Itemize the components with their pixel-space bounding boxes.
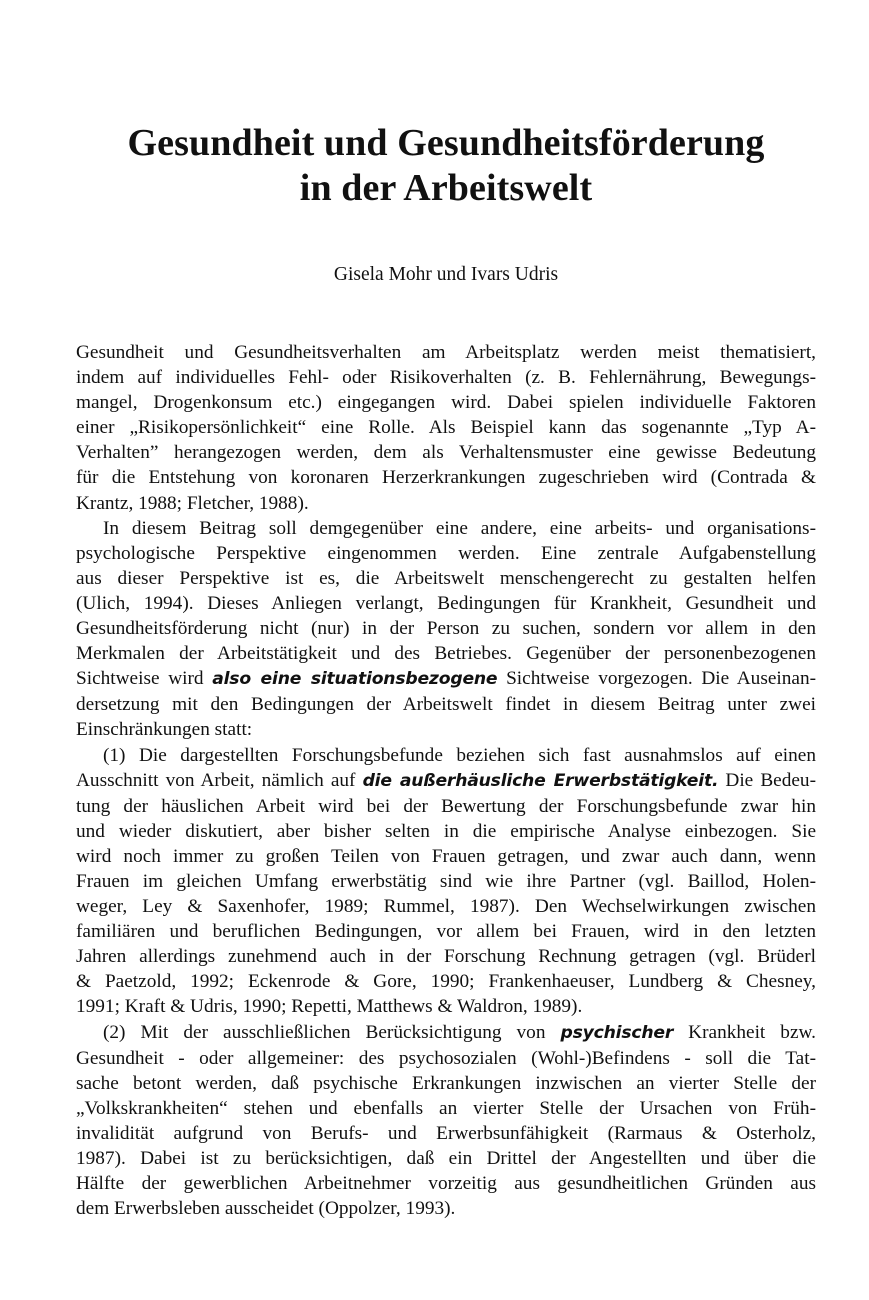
text-line: Gesundheit und Gesundheitsverhalten am Arbeitsplatz werden meist thematisiert, [76,342,816,363]
text-line: sache betont werden, daß psychische Erkrankungen inzwischen an vierter Stelle der [76,1072,816,1094]
text-line: familiären und beruflichen Bedingungen, vor allem bei Frauen, wird in den letzten [76,921,816,943]
text-line: tung der häuslichen Arbeit wird bei der Bewertung der Forschungsbefunde zwar hin [76,795,816,817]
text-line: aus dieser Perspektive ist es, die Arbeitswelt menschengerecht zu gestalten helfen [76,567,816,589]
title-line-2: in der Arbeitswelt [299,167,593,209]
text-line: 1991; Kraft & Udris, 1990; Repetti, Matthews & Waldron, 1989). [76,996,583,1018]
article-body [76,340,816,1221]
paragraph-1 [76,340,816,516]
emphasized-text: psychischer [560,1022,674,1043]
text-line: Einschränkungen statt: [76,719,253,741]
text-line: Hälfte der gewerblichen Arbeitnehmer vorzeitig aus gesundheitlichen Gründen aus [76,1173,816,1195]
emphasized-text: die außerhäusliche Erwerbstätigkeit. [362,770,719,791]
text-line: & Paetzold, 1992; Eckenrode & Gore, 1990; Frankenhaeuser, Lundberg & Chesney, [76,971,816,993]
text-line: (Ulich, 1994). Dieses Anliegen verlangt, Bedingungen für Krankheit, Gesundheit und [76,592,816,614]
text-line: Gesundheitsförderung nicht (nur) in der Person zu suchen, sondern vor allem in den [76,618,816,640]
text-line: psychologische Perspektive eingenommen werden. Eine zentrale Aufgabenstellung [76,542,816,564]
text-line: indem auf individuelles Fehl- oder Risikoverhalten (z. B. Fehlernährung, Bewegungs- [76,367,816,389]
text-segment: Sichtweise vorgezogen. Die Auseinan- [497,668,817,690]
text-line: Merkmalen der Arbeitstätigkeit und des Betriebes. Gegenüber der personenbezogenen [76,643,816,665]
text-line [76,1020,816,1046]
text-line: invalidität aufgrund von Berufs- und Erwerbsunfähigkeit (Rarmaus & Osterholz, [76,1122,816,1144]
paragraph-4 [76,1020,816,1222]
text-line: weger, Ley & Saxenhofer, 1989; Rummel, 1987). Den Wechselwirkungen zwischen [76,896,816,918]
emphasized-text: also eine situationsbezogene [212,669,498,690]
text-line: In diesem Beitrag soll demgegenüber eine andere, eine arbeits- und organisations- [103,517,816,539]
text-segment: Krankheit bzw. [673,1021,816,1043]
text-line: (1) Die dargestellten Forschungsbefunde beziehen sich fast ausnahmslos auf einen [103,744,816,766]
text-line: und wieder diskutiert, aber bisher selten in die empirische Analyse einbezogen. Sie [76,820,816,842]
text-line: 1987). Dabei ist zu berücksichtigen, daß ein Drittel der Angestellten und über die [76,1148,816,1169]
article-title [0,121,869,211]
text-line: mangel, Drogenkonsum etc.) eingegangen wird. Dabei spielen individuelle Faktoren [76,392,816,414]
text-line: „Volkskrankheiten“ stehen und ebenfalls an vierter Stelle der Ursachen von Früh- [76,1097,816,1119]
text-line: Gesundheit - oder allgemeiner: des psychosozialen (Wohl-)Befindens - soll die Tat- [76,1047,816,1069]
text-line: Verhalten” herangezogen werden, dem als Verhaltensmuster eine gewisse Bedeutung [76,442,816,464]
text-segment: (2) Mit der ausschließlichen Berücksichtigung von [103,1021,561,1043]
text-segment: Die Bedeu- [718,769,816,791]
title-line-1: Gesundheit und Gesundheitsförderung [127,122,765,164]
text-line [76,666,816,692]
text-line: Krantz, 1988; Fletcher, 1988). [76,492,309,514]
author-names: Gisela Mohr und Ivars Udris [333,264,559,285]
text-line: Jahren allerdings zunehmend auch in der Forschung Rechnung getragen (vgl. Brüderl [76,946,816,968]
paragraph-3 [76,743,816,1020]
text-line [76,768,816,794]
text-line: wird noch immer zu großen Teilen von Frauen getragen, und zwar auch dann, wenn [76,845,816,867]
paragraph-2 [76,516,816,743]
text-line: dem Erwerbsleben ausscheidet (Oppolzer, 1993). [76,1198,456,1220]
text-line: dersetzung mit den Bedingungen der Arbeitswelt findet in diesem Beitrag unter zwei [76,694,816,716]
text-line: einer „Risikopersönlichkeit“ eine Rolle. Als Beispiel kann das sogenannte „Typ A- [76,417,816,439]
text-line: Frauen im gleichen Umfang erwerbstätig sind wie ihre Partner (vgl. Baillod, Holen- [76,870,816,892]
text-segment: Sichtweise wird [76,668,213,690]
text-line: für die Entstehung von koronaren Herzerkrankungen zugeschrieben wird (Contrada & [76,467,816,489]
text-segment: Ausschnitt von Arbeit, nämlich auf [76,769,363,791]
